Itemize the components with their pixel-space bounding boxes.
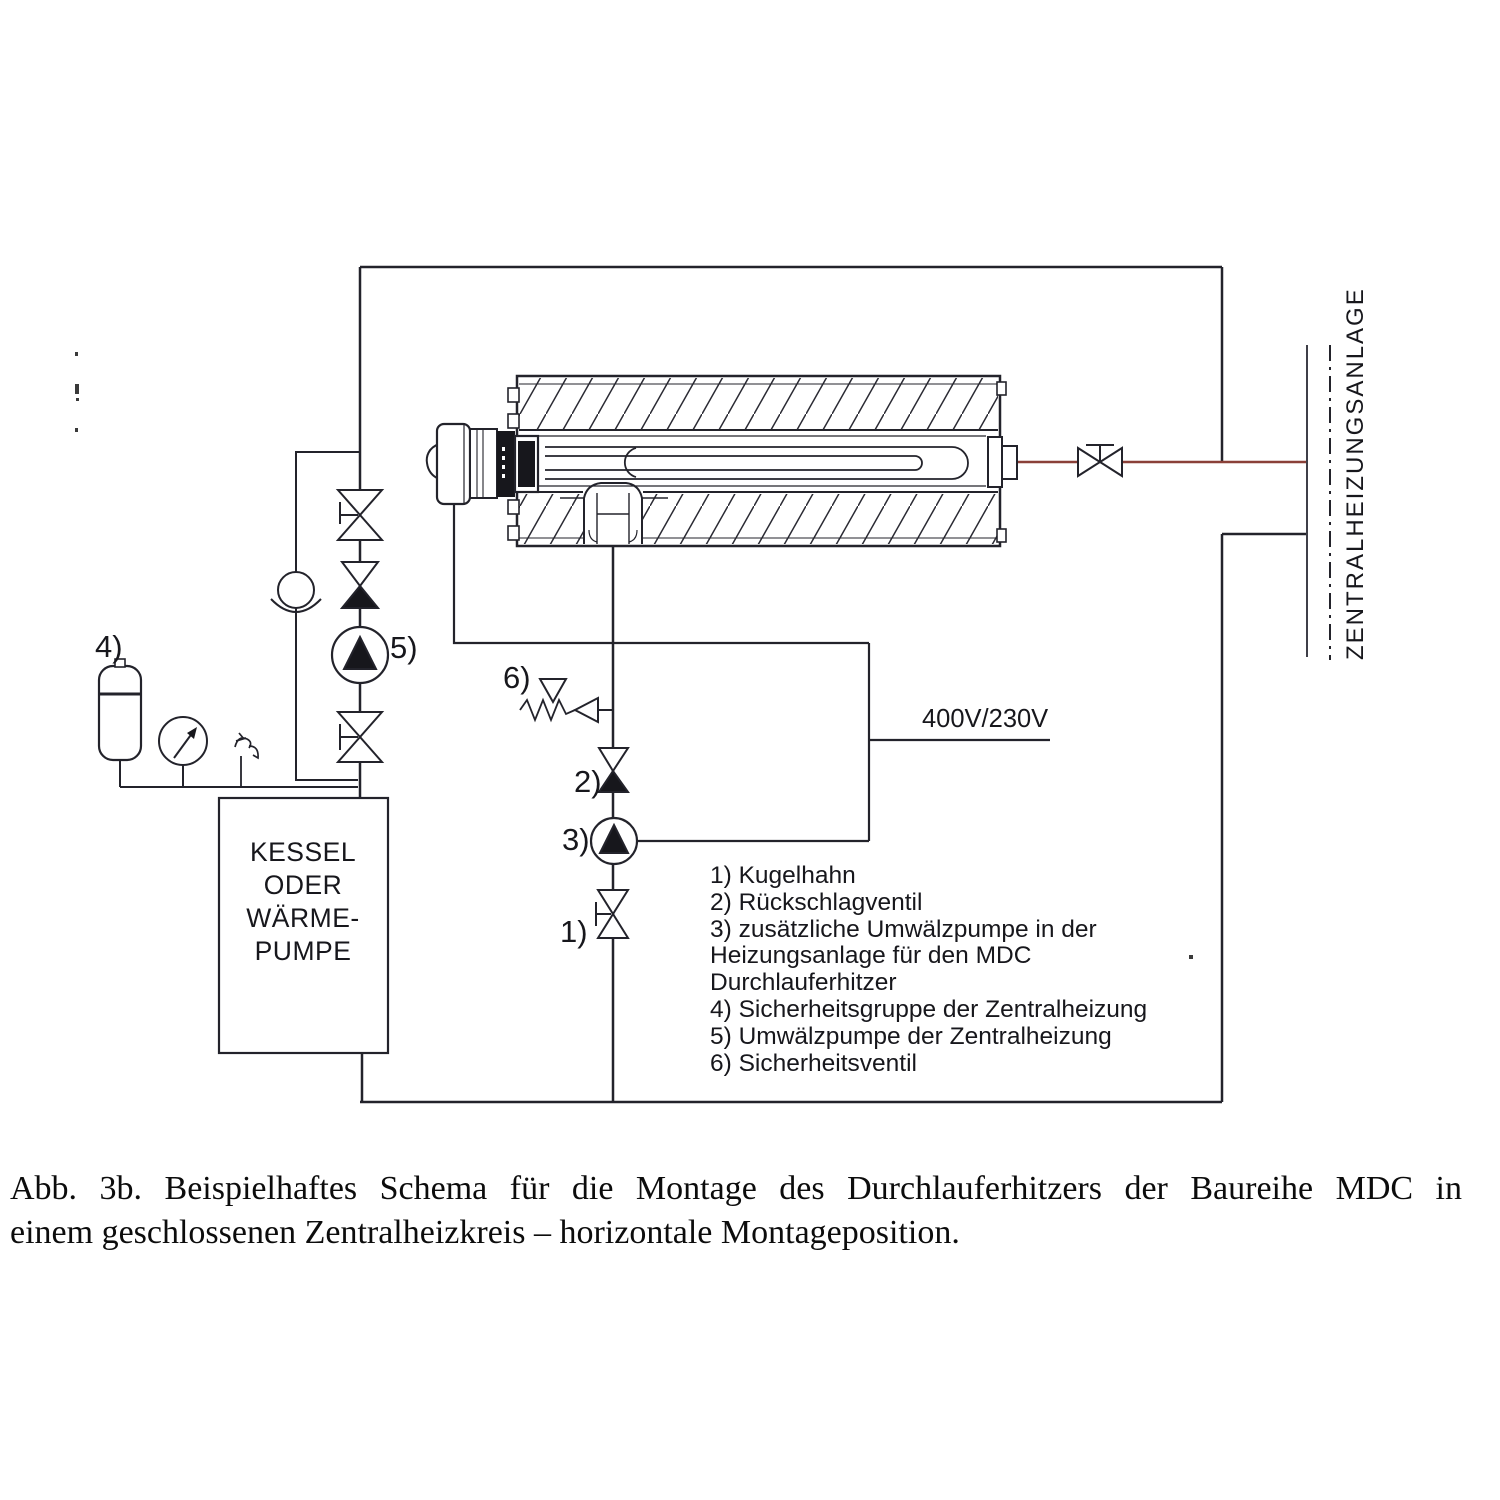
ball-valve-bottom-symbol [596,890,628,938]
heater-insulation-top [519,378,998,429]
boiler-box [219,798,388,1053]
check-valve-symbol [599,748,628,792]
boiler-label-line2: ODER [263,870,343,900]
legend-line: Heizungsanlage für den MDC [710,942,1032,970]
marker-heating-pump: 5) [390,630,418,665]
inlet-fittings [520,679,637,938]
legend-line: 4) Sicherheitsgruppe der Zentralheizung [710,995,1148,1023]
caption-line1: Abb. 3b. Beispielhaftes Schema für die Montage des Durchlauferhitzers der Baureihe MDC in [10,1170,1462,1207]
air-vent [235,733,258,758]
heater-outlet-fitting [988,437,1017,487]
supply-ball-valve [1078,445,1122,476]
marker-mdc-pump: 3) [562,822,590,857]
legend [710,863,1147,1077]
safety-valve-symbol [520,679,598,722]
marker-ball-valve: 1) [560,914,588,949]
marker-safety-valve: 6) [503,660,531,695]
boiler-label-line4: PUMPE [254,936,352,966]
mdc-heater [427,376,1017,546]
figure-caption [10,1167,1462,1255]
legend-line: 3) zusätzliche Umwälzpumpe in der [710,915,1097,943]
heater-insulation-bottom-left [519,494,583,544]
electrical-wiring [454,503,1050,841]
system-boundary [1307,287,1369,660]
power-supply-label: 400V/230V [922,705,1049,733]
funnel-drain-symbol [278,572,314,608]
legend-line: 2) Rückschlagventil [710,888,923,916]
legend-line: 5) Umwälzpumpe der Zentralheizung [710,1022,1112,1050]
heater-electric-head [427,424,538,504]
safety-group [99,659,258,765]
left-riser-fittings [271,490,388,762]
heater-insulation-bottom-right [643,494,998,544]
boiler-label-line1: KESSEL [249,837,357,867]
mdc-pump-symbol [591,818,637,864]
heating-pump-symbol [332,627,388,683]
head-cap [437,424,470,504]
caption-line2: einem geschlossenen Zentralheizkreis – horizontale Montageposition. [10,1214,960,1251]
expansion-vessel [99,666,141,760]
legend-line: Durchlauferhitzer [710,969,897,997]
pressure-gauge [159,717,207,765]
safety-valve-spring [520,700,575,720]
marker-safety-group: 4) [95,629,123,664]
head-gasket-ring [497,431,515,497]
system-boundary-label: ZENTRALHEIZUNGSANLAGE [1342,287,1369,660]
legend-line: 6) Sicherheitsventil [710,1049,917,1077]
shutoff-valve-lower [338,712,382,762]
legend-line: 1) Kugelhahn [710,862,856,889]
shutoff-valve-upper [338,490,382,540]
boiler-label-line3: WÄRME- [246,903,360,933]
riser-check-valve [342,562,378,608]
marker-check-valve: 2) [574,764,602,799]
